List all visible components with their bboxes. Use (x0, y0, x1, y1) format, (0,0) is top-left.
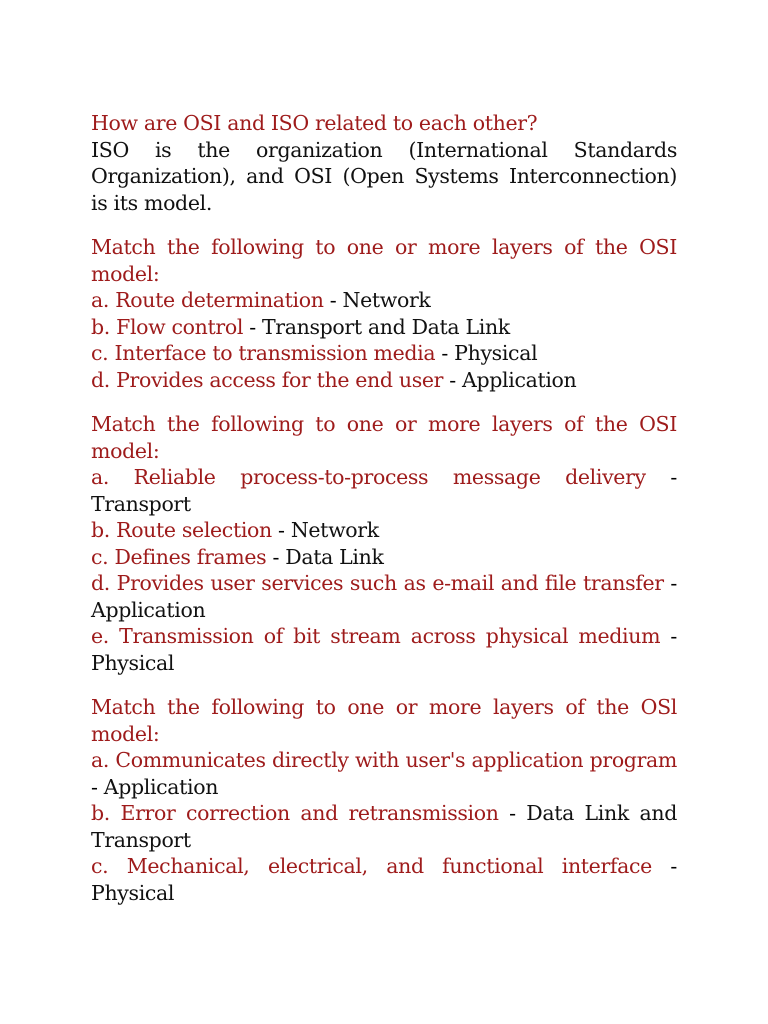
match-item: a. Route determination - Network (91, 288, 431, 312)
match-answer: Physical (91, 650, 175, 675)
match-answer: Transport and Data Link (261, 314, 510, 339)
question-block-match-3 (91, 694, 677, 906)
match-prompt: d. Provides user services such as e-mail and file transfer (91, 571, 664, 595)
match-item: c. Defines frames - Data Link (91, 544, 384, 569)
question-text: How are OSI and ISO related to each other? (91, 111, 538, 135)
match-prompt: e. Transmission of bit stream across physical medium (91, 624, 661, 648)
question-intro: Match the following to one or more layers of the OSI model: (91, 412, 677, 463)
match-prompt: a. Route determination (91, 288, 324, 312)
match-prompt: b. Route selection (91, 518, 272, 542)
match-item: d. Provides user services such as e-mail and file transfer - Application (91, 571, 677, 622)
match-item: e. Transmission of bit stream across physical medium - Physical (91, 624, 677, 675)
match-item: c. Interface to transmission media - Physical (91, 341, 538, 365)
match-answer: Application (91, 597, 206, 622)
match-answer: Network (290, 518, 379, 542)
question-block-match-1 (91, 234, 677, 393)
match-prompt: b. Flow control (91, 314, 244, 339)
match-answer: Network (342, 288, 431, 312)
document-page (91, 110, 677, 924)
match-answer: Physical (91, 880, 175, 905)
match-item: a. Communicates directly with user's application program - Application (91, 748, 677, 799)
match-item: d. Provides access for the end user - Application (91, 367, 577, 392)
match-prompt: c. Defines frames (91, 544, 267, 569)
match-item: b. Flow control - Transport and Data Link (91, 314, 510, 339)
question-block-osi-iso (91, 110, 677, 216)
match-prompt: a. Communicates directly with user's application program (91, 748, 677, 772)
question-intro: Match the following to one or more layers of the OSI model: (91, 235, 677, 286)
match-item: a. Reliable process-to-process message delivery - Transport (91, 465, 677, 516)
match-answer: Application (462, 367, 577, 392)
match-answer: Physical (454, 341, 538, 365)
question-block-match-2 (91, 411, 677, 676)
match-prompt: d. Provides access for the end user (91, 367, 444, 392)
question-intro: Match the following to one or more layers of the OSl model: (91, 695, 677, 746)
match-item: c. Mechanical, electrical, and functional interface - Physical (91, 854, 677, 905)
match-answer: Transport (91, 491, 191, 516)
match-answer: Data Link and Transport (91, 801, 677, 852)
match-answer: Data Link (285, 544, 384, 569)
match-item: b. Error correction and retransmission - Data Link and Transport (91, 801, 677, 852)
match-prompt: c. Interface to transmission media (91, 341, 436, 365)
match-prompt: b. Error correction and retransmission (91, 801, 499, 825)
answer-text: ISO is the organization (International Standards Organization), and OSI (Open Systems Interconnection) is its model. (91, 137, 677, 215)
match-item: b. Route selection - Network (91, 518, 379, 542)
match-prompt: c. Mechanical, electrical, and functional interface (91, 854, 652, 878)
match-answer: Application (103, 774, 219, 799)
match-prompt: a. Reliable process-to-process message delivery (91, 465, 646, 489)
